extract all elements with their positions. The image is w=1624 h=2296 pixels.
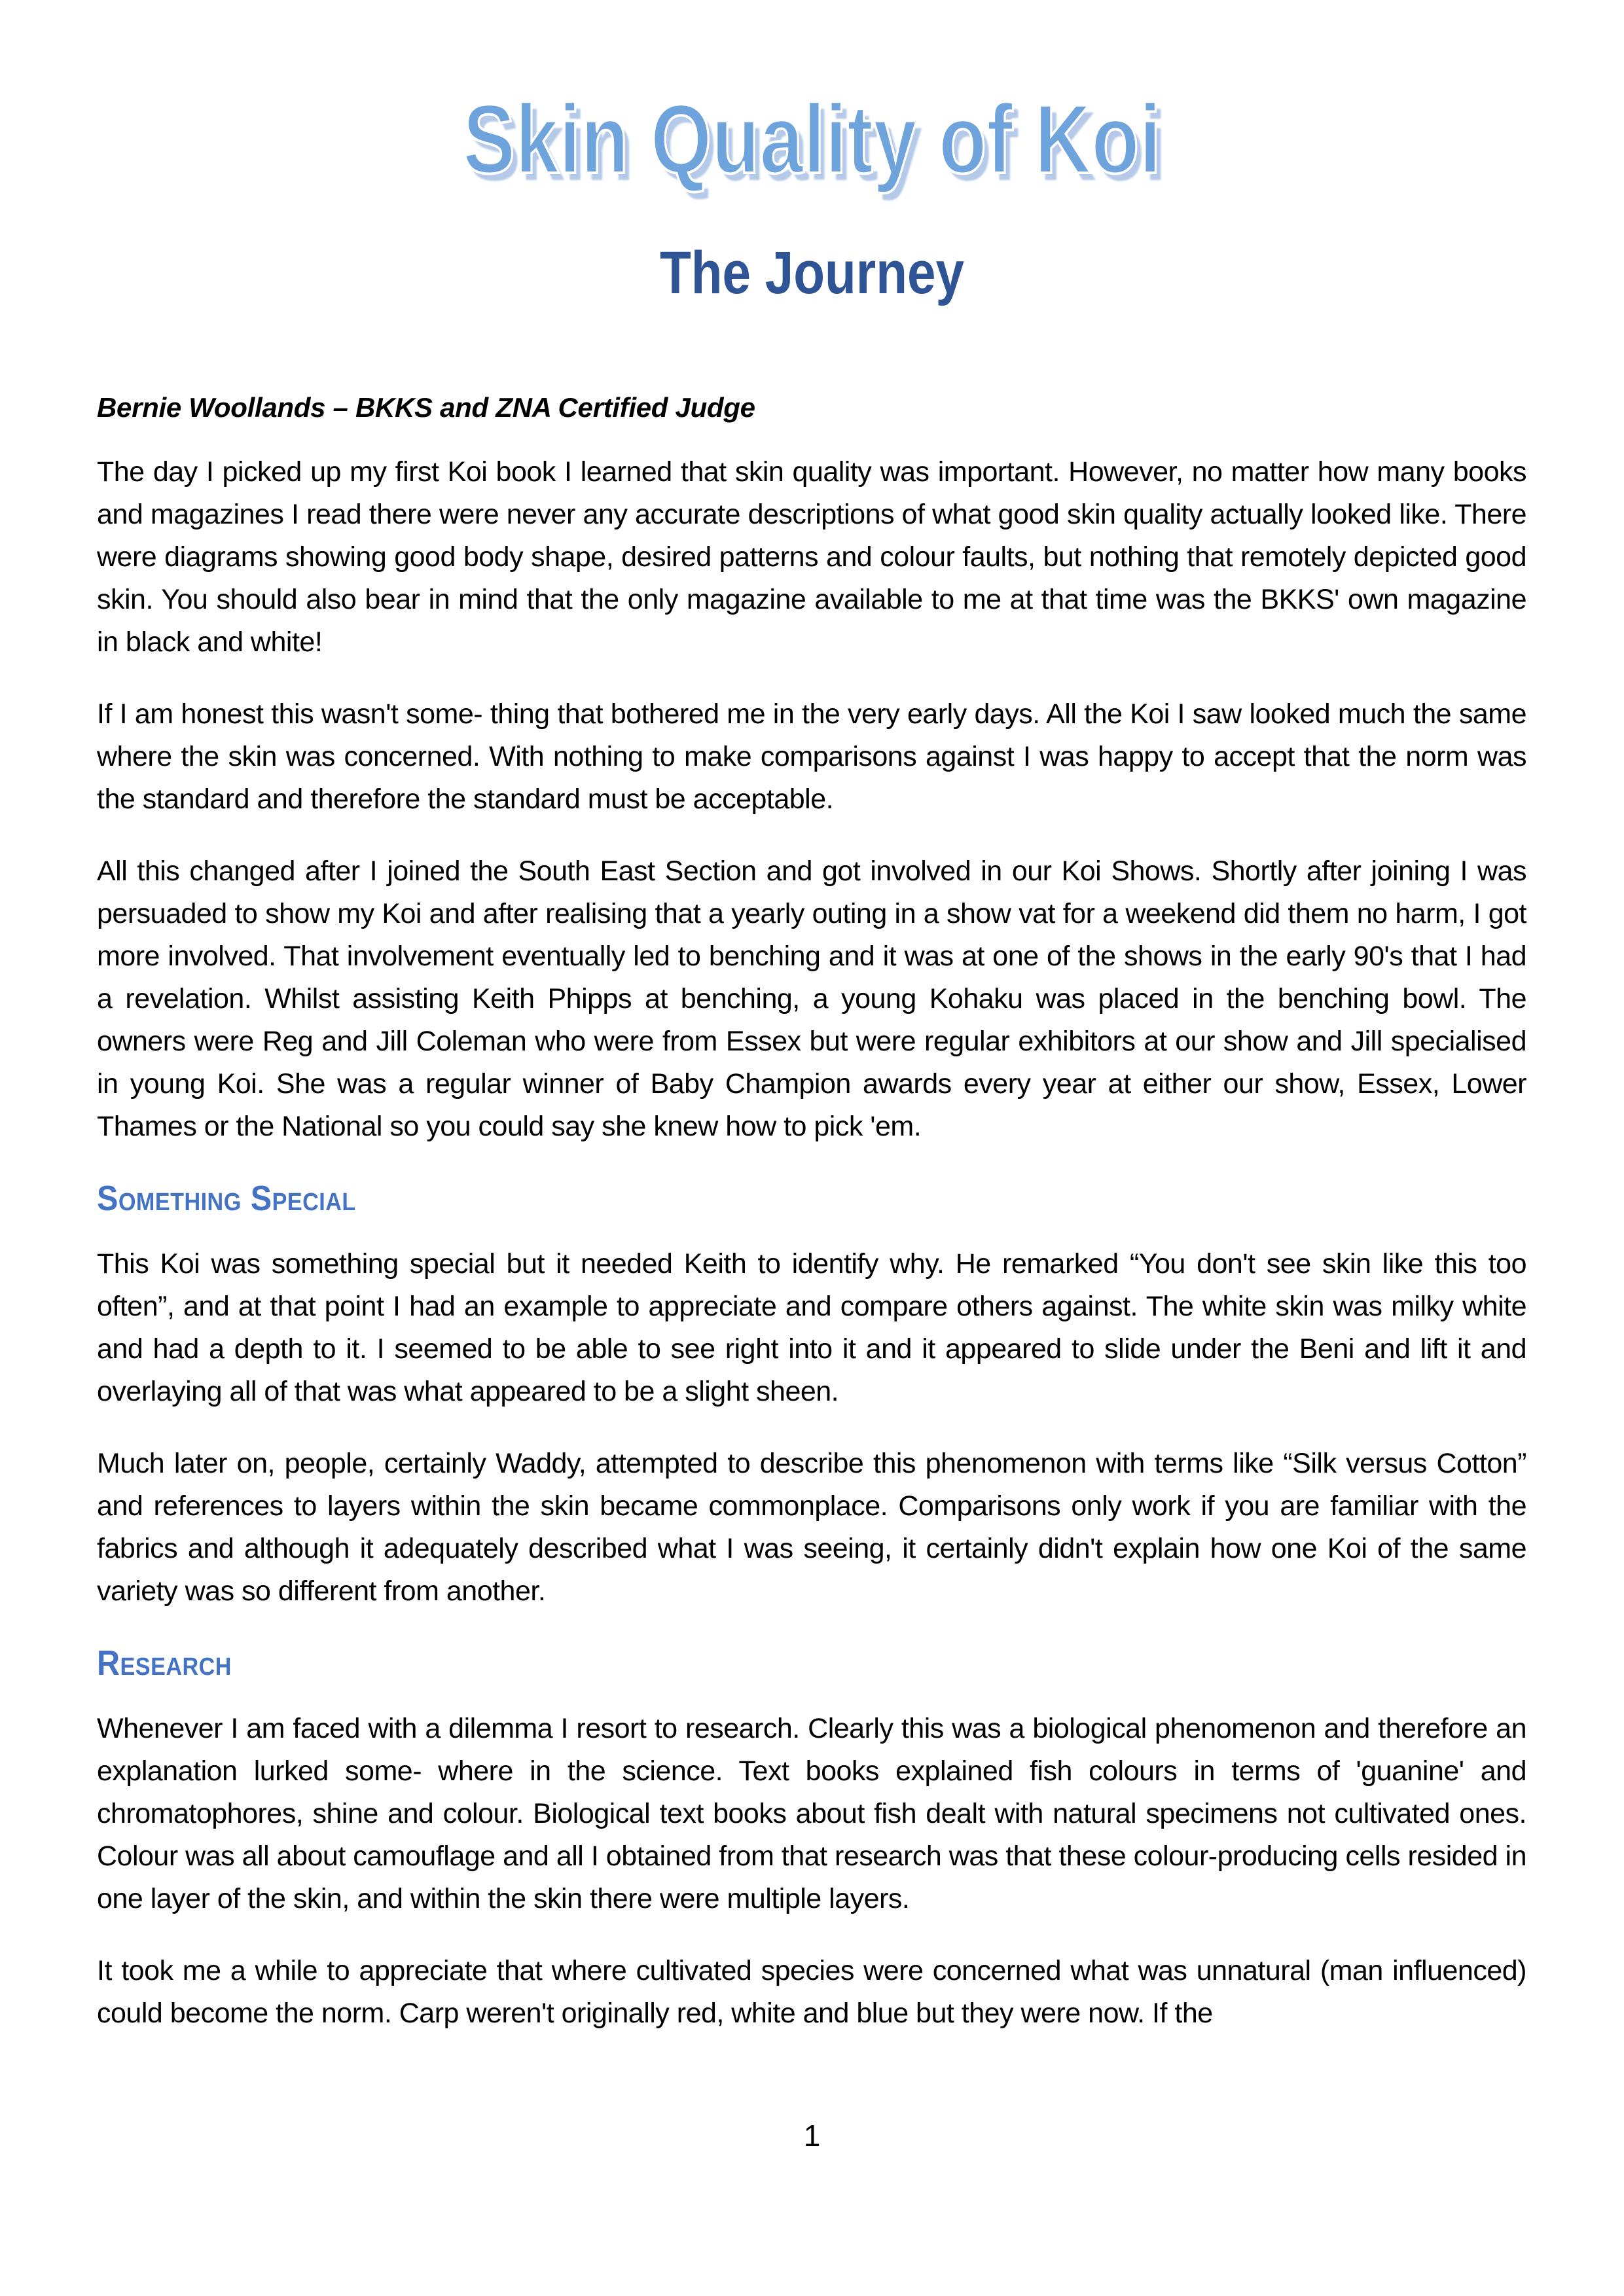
paragraph-intro: The day I picked up my first Koi book I learned that skin quality was important. However, no matter how many books and magazines I read there were never any accurate descriptions of what good skin quality actually looked like. There were diagrams showing good body shape, desired patterns and colour faults, but nothing that remotely depicted good skin. You should also bear in mind that the only magazine available to me at that time was the BKKS' own magazine in black and white! bbox=[97, 456, 1526, 658]
author-byline: Bernie Woollands – BKKS and ZNA Certified Judge bbox=[97, 392, 755, 423]
paragraph-research-findings: Whenever I am faced with a dilemma I resort to research. Clearly this was a biological phenomenon and therefore an explanation lurked some- where in the science. Text books explained fish colours in terms of 'guanine' and chromatophores, shine and colour. Biological text books about fish dealt with natural specimens not cultivated ones. Colour was all about camouflage and all I obtained from that research was that these colour-producing cells resided in one layer of the skin, and within the skin there were multiple layers. bbox=[97, 1712, 1526, 1914]
paragraph-south-east-section: All this changed after I joined the South East Section and got involved in our Koi Shows. Shortly after joining I was persuaded to show my Koi and after realising that a yearly outing in a show vat for a weekend did them no harm, I got more involved. That involvement eventually led to benching and it was at one of the shows in the early 90's that I had a revelation. Whilst assisting Keith Phipps at benching, a young Kohaku was placed in the benching bowl. The owners were Reg and Jill Coleman who were from Essex but were regular exhibitors at our show and Jill specialised in young Koi. She was a regular winner of Baby Champion awards every year at either our show, Essex, Lower Thames or the National so you could say she knew how to pick 'em. bbox=[97, 855, 1526, 1142]
document-subtitle: The Journey bbox=[660, 240, 964, 306]
paragraph-cultivated-species: It took me a while to appreciate that where cultivated species were concerned what was unnatural (man influenced) could become the norm. Carp weren't originally red, white and blue but they were now. If the bbox=[97, 1954, 1526, 2029]
page-number: 1 bbox=[803, 2119, 821, 2153]
paragraph-koi-special: This Koi was something special but it needed Keith to identify why. He remarked “You don't see skin like this too often”, and at that point I had an example to appreciate and compare others against. The white skin was milky white and had a depth to it. I seemed to be able to see right into it and it appeared to slide under the Beni and lift it and overlaying all of that was what appeared to be a slight sheen. bbox=[97, 1247, 1526, 1407]
paragraph-early-days: If I am honest this wasn't some- thing that bothered me in the very early days. All the Koi I saw looked much the same where the skin was concerned. With nothing to make comparisons against I was happy to accept that the norm was the standard and therefore the standard must be acceptable. bbox=[97, 698, 1526, 815]
section-heading-research: Research bbox=[97, 1643, 232, 1683]
document-body bbox=[97, 390, 1526, 2035]
paragraph-silk-versus-cotton: Much later on, people, certainly Waddy, attempted to describe this phenomenon with terms like “Silk versus Cotton” and references to layers within the skin became commonplace. Comparisons only work if you are familiar with the fabrics and although it adequately described what I was seeing, it certainly didn't explain how one Koi of the same variety was so different from another. bbox=[97, 1447, 1526, 1607]
section-heading-something-special: Something Special bbox=[97, 1178, 356, 1218]
document-header bbox=[0, 0, 1624, 306]
document-title: Skin Quality of Koi bbox=[463, 84, 1161, 194]
